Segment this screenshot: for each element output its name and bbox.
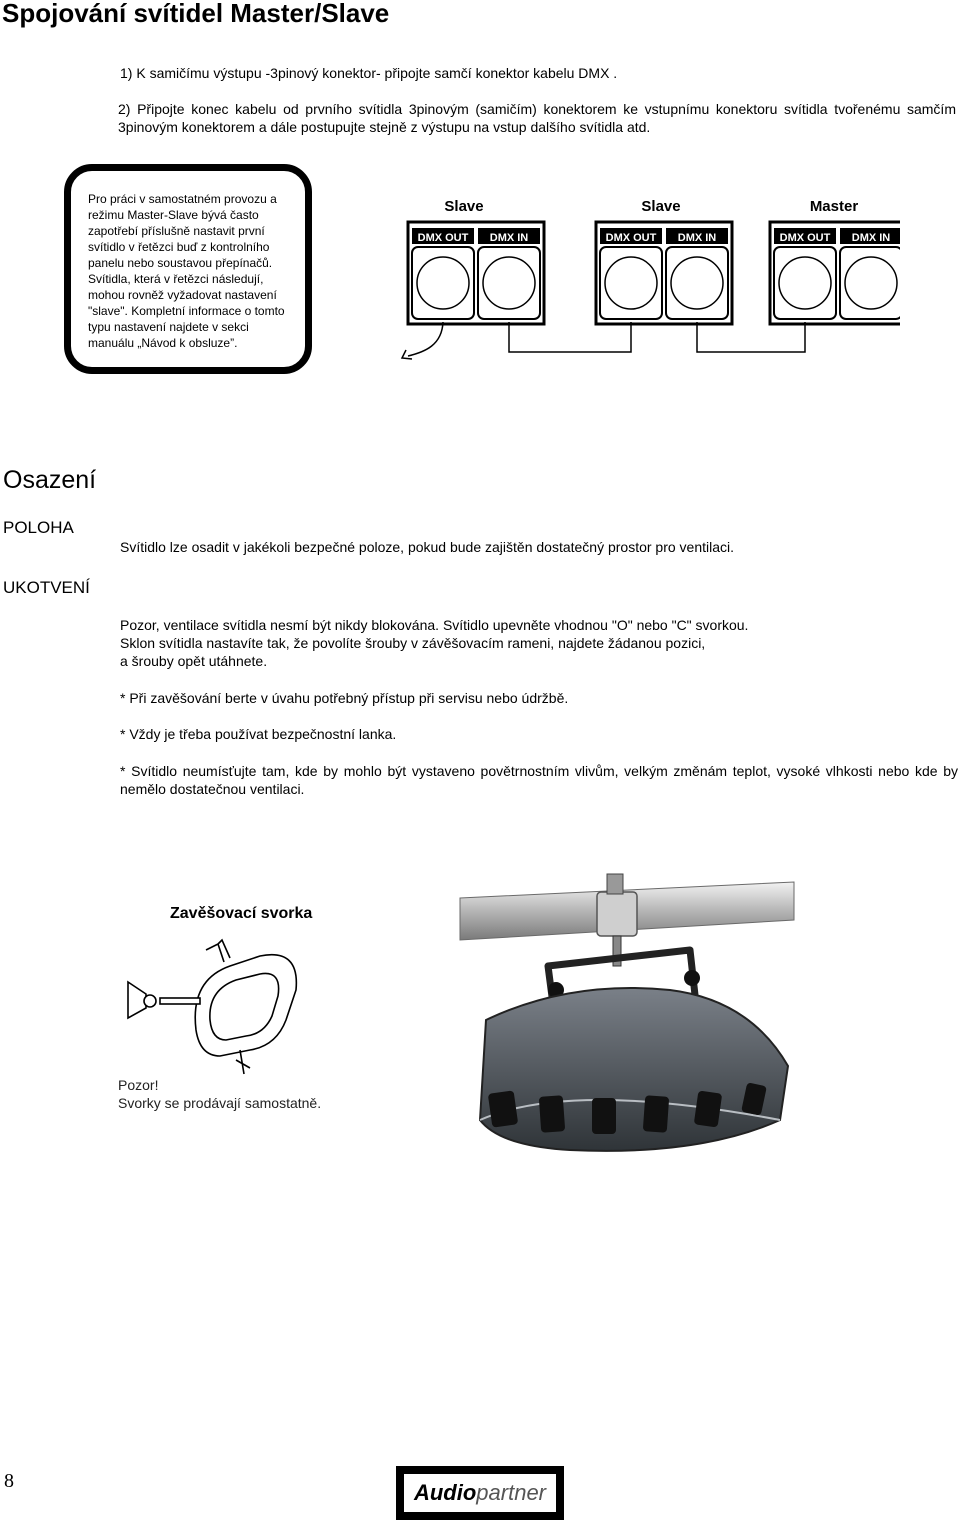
unit-3-title: Master	[809, 198, 859, 215]
clamp-note-line-2: Svorky se prodávají samostatně.	[118, 1095, 322, 1111]
page-number: 8	[4, 1470, 14, 1492]
unit-2-out-label: DMX OUT	[605, 232, 657, 244]
logo-part-2: partner	[476, 1480, 547, 1505]
settings-note-box	[64, 164, 312, 374]
dmx-unit-2	[596, 198, 732, 324]
cable-link-2	[697, 322, 805, 352]
cable-link-1	[509, 322, 631, 352]
clamp-note-line-1: Pozor!	[118, 1077, 159, 1093]
bullet-safety: * Vždy je třeba používat bezpečnostní lanka.	[120, 726, 397, 742]
clamp-drawing	[128, 940, 296, 1074]
audiopartner-logo	[396, 1466, 564, 1520]
unit-2-in-label: DMX IN	[677, 232, 717, 244]
dmx-unit-1	[408, 198, 544, 324]
unit-3-out-label: DMX OUT	[779, 232, 831, 244]
section-title: Osazení	[3, 466, 97, 494]
unit-1-out-label: DMX OUT	[417, 232, 469, 244]
cable-out-arrow	[408, 322, 443, 356]
arrow-head-icon	[402, 350, 412, 359]
step-2-text: 2) Připojte konec kabelu od prvního svítidla 3pinovým (samičím) konektorem ke vstupnímu konektoru svítidla tvořenému samčím 3pinovým konektorem a dále postupujte stejně z výstupu na vstup dalšího svítidla atd.	[118, 101, 956, 135]
logo-part-1: Audio	[413, 1480, 477, 1505]
bullet-placement: * Svítidlo neumísťujte tam, kde by mohlo být vystaveno povětrnostním vlivům, velkým změnám teplot, vysoké vlhkosti nebo kde by nemělo dostatečnou ventilaci.	[120, 763, 958, 797]
mounting-line-3: a šrouby opět utáhnete.	[120, 653, 268, 669]
page-heading: Spojování svítidel Master/Slave	[2, 0, 390, 28]
clamp-title: Zavěšovací svorka	[170, 905, 313, 922]
step-1-text: 1) K samičímu výstupu -3pinový konektor- připojte samčí konektor kabelu DMX .	[120, 65, 618, 81]
unit-1-title: Slave	[444, 198, 484, 215]
label-mounting: UKOTVENÍ	[3, 578, 90, 597]
mounting-line-2: Sklon svítidla nastavíte tak, že povolíte šrouby v závěšovacím rameni, najdete žádanou pozici,	[120, 635, 706, 651]
unit-3-in-label: DMX IN	[851, 232, 891, 244]
unit-2-title: Slave	[641, 198, 681, 215]
mounting-line-1: Pozor, ventilace svítidla nesmí být nikdy blokována. Svítidlo upevněte vhodnou "O" nebo "C" svorkou.	[120, 617, 749, 633]
dmx-unit-3	[770, 198, 900, 324]
position-text: Svítidlo lze osadit v jakékoli bezpečné poloze, pokud bude zajištěn dostatečný prostor pro ventilaci.	[120, 539, 735, 555]
label-position: POLOHA	[3, 518, 74, 537]
clamp-figure	[100, 870, 800, 1160]
unit-1-in-label: DMX IN	[489, 232, 529, 244]
bullet-service: * Při zavěšování berte v úvahu potřebný přístup při servisu nebo údržbě.	[120, 690, 569, 706]
pipe-clamp	[597, 892, 637, 936]
fixture-body	[480, 988, 788, 1151]
settings-note-text: Pro práci v samostatném provozu a režimu Master-Slave bývá často zapotřebí příslušně nastavit první svítidlo v řetězci buď z kontrolního panelu nebo soustavou přepínačů. Svítidla, která v řetězci následují, mohou rovněž vyžadovat nastavení "slave". Kompletní informace o tomto typu nastavení najdete v sekci manuálu „Návod k obsluze”.	[88, 192, 285, 350]
dmx-chain-diagram	[400, 190, 900, 370]
mounting-text	[120, 616, 748, 670]
